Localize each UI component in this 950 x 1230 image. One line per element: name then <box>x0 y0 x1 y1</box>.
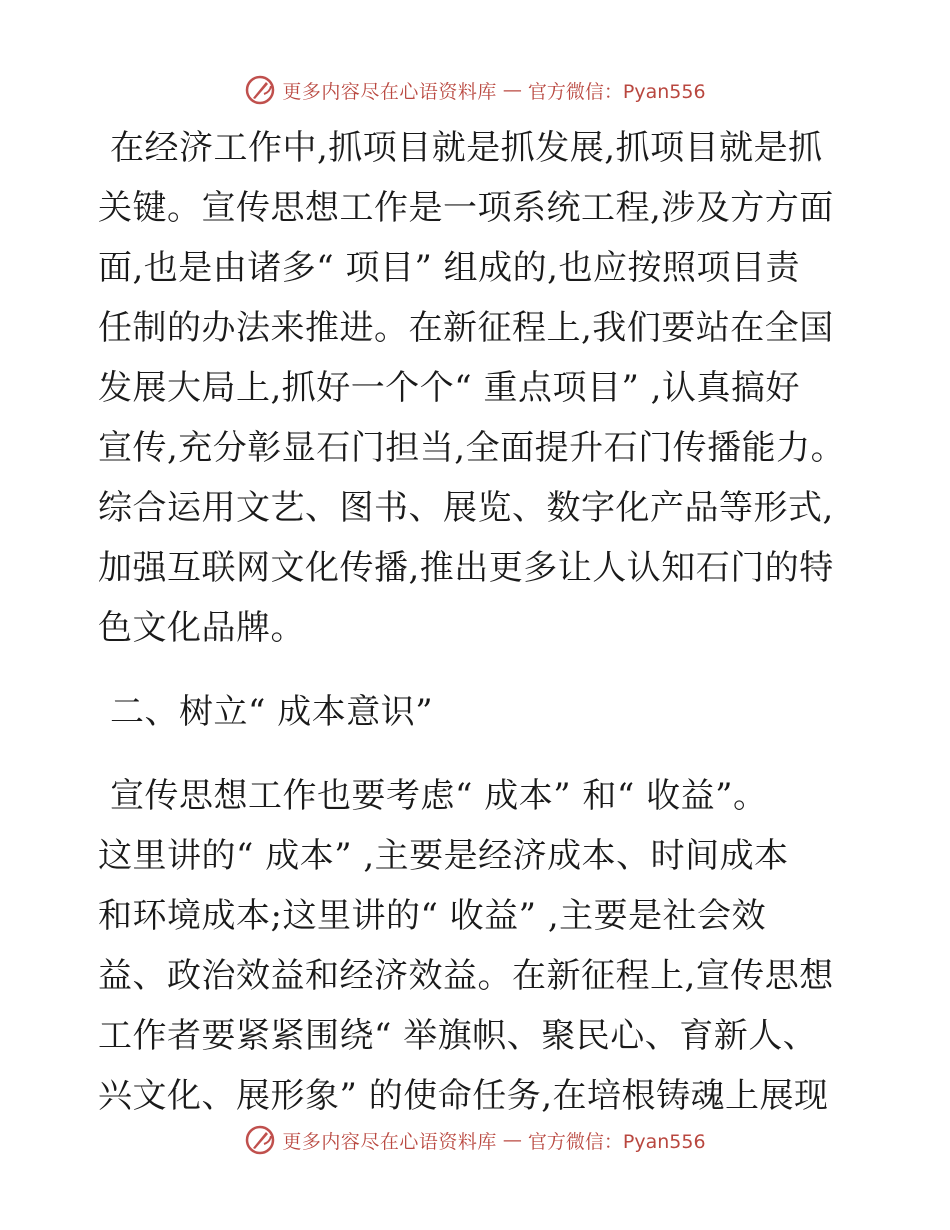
document-body <box>98 118 858 1126</box>
watermark-sub-text: 官方微信：Pyan556 <box>527 1130 706 1153</box>
text-line: 综合运用文艺、图书、展览、数字化产品等形式, <box>98 488 834 528</box>
text-line: 工作者要紧紧围绕“ 举旗帜、聚民心、育新人、 <box>98 1016 818 1056</box>
watermark-main-text: 更多内容尽在心语资料库 <box>282 80 497 103</box>
text-line: 任制的办法来推进。在新征程上,我们要站在全国 <box>98 308 834 348</box>
heading-line: 二、树立“ 成本意识” <box>110 692 434 732</box>
paragraph-1 <box>98 118 858 658</box>
text-line: 发展大局上,抓好一个个“ 重点项目” ,认真搞好 <box>98 368 800 408</box>
text-line: 加强互联网文化传播,推出更多让人认知石门的特 <box>98 548 834 588</box>
text-line: 色文化品牌。 <box>98 608 305 648</box>
text-line: 在经济工作中,抓项目就是抓发展,抓项目就是抓 <box>110 128 823 168</box>
paragraph-2 <box>98 766 858 1126</box>
text-line: 关键。宣传思想工作是一项系统工程,涉及方方面 <box>98 188 834 228</box>
watermark-main-text: 更多内容尽在心语资料库 <box>282 1130 497 1153</box>
quill-logo-icon <box>244 74 276 106</box>
text-line: 这里讲的“ 成本” ,主要是经济成本、时间成本 <box>98 836 789 876</box>
watermark-header <box>0 74 950 106</box>
text-line: 宣传,充分彰显石门担当,全面提升石门传播能力。 <box>98 428 846 468</box>
text-line: 面,也是由诸多“ 项目” 组成的,也应按照项目责 <box>98 248 800 288</box>
section-heading <box>98 682 858 742</box>
watermark-sub-text: 官方微信：Pyan556 <box>527 80 706 103</box>
text-line: 和环境成本;这里讲的“ 收益” ,主要是社会效 <box>98 896 767 936</box>
quill-logo-icon <box>244 1124 276 1156</box>
watermark-dash: — <box>502 1129 522 1151</box>
watermark-footer <box>0 1124 950 1156</box>
text-line: 宣传思想工作也要考虑“ 成本” 和“ 收益”。 <box>110 776 768 816</box>
text-line: 益、政治效益和经济效益。在新征程上,宣传思想 <box>98 956 834 996</box>
text-line: 兴文化、展形象” 的使命任务,在培根铸魂上展现 <box>98 1076 829 1116</box>
watermark-dash: — <box>502 79 522 101</box>
